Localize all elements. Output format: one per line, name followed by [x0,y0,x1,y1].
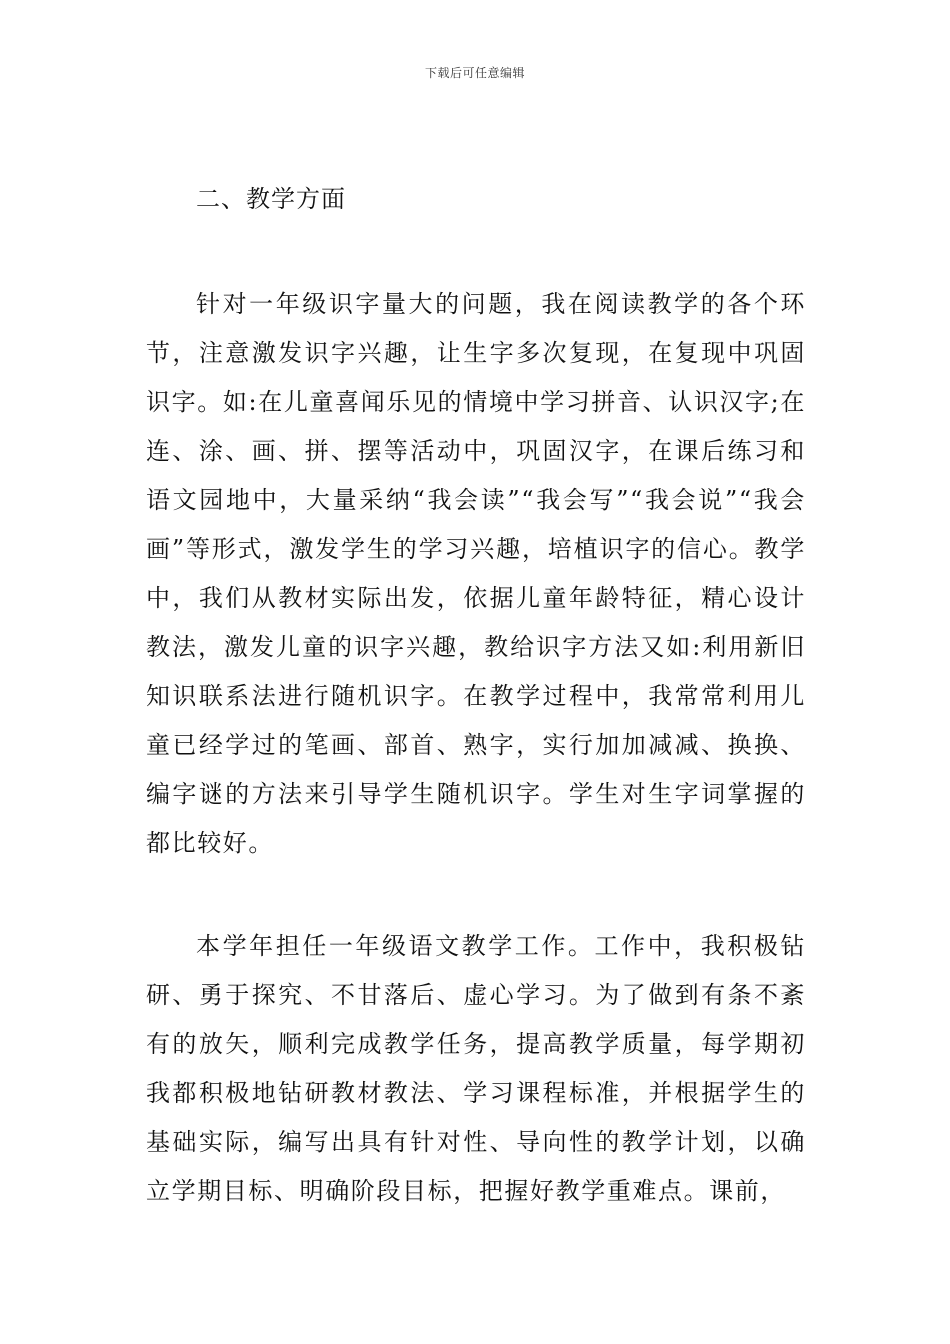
header-note: 下载后可任意编辑 [424,66,525,80]
section-heading: 二、教学方面 [196,185,346,213]
body-paragraph: 本学年担任一年级语文教学工作。工作中，我积极钻研、勇于探究、不甘落后、虚心学习。为了做到有条不紊有的放矢，顺利完成教学任务，提高教学质量，每学期初我都积极地钻研教材教法、学习课程标准，并根据学生的基础实际，编写出具有针对性、导向性的教学计划，以确立学期目标、明确阶段目标，把握好教学重难点。课前， [146,932,806,1205]
body-paragraph: 针对一年级识字量大的问题，我在阅读教学的各个环节，注意激发识字兴趣，让生字多次复现，在复现中巩固识字。如:在儿童喜闻乐见的情境中学习拼音、认识汉字;在连、涂、画、拼、摆等活动中，巩固汉字，在课后练习和语文园地中，大量采纳“我会读”“我会写”“我会说”“我会画”等形式，激发学生的学习兴趣，培植识字的信心。教学中，我们从教材实际出发，依据儿童年龄特征，精心设计教法，激发儿童的识字兴趣，教给识字方法又如:利用新旧知识联系法进行随机识字。在教学过程中，我常常利用儿童已经学过的笔画、部首、熟字，实行加加减减、换换、编字谜的方法来引导学生随机识字。学生对生字词掌握的都比较好。 [146,290,806,857]
